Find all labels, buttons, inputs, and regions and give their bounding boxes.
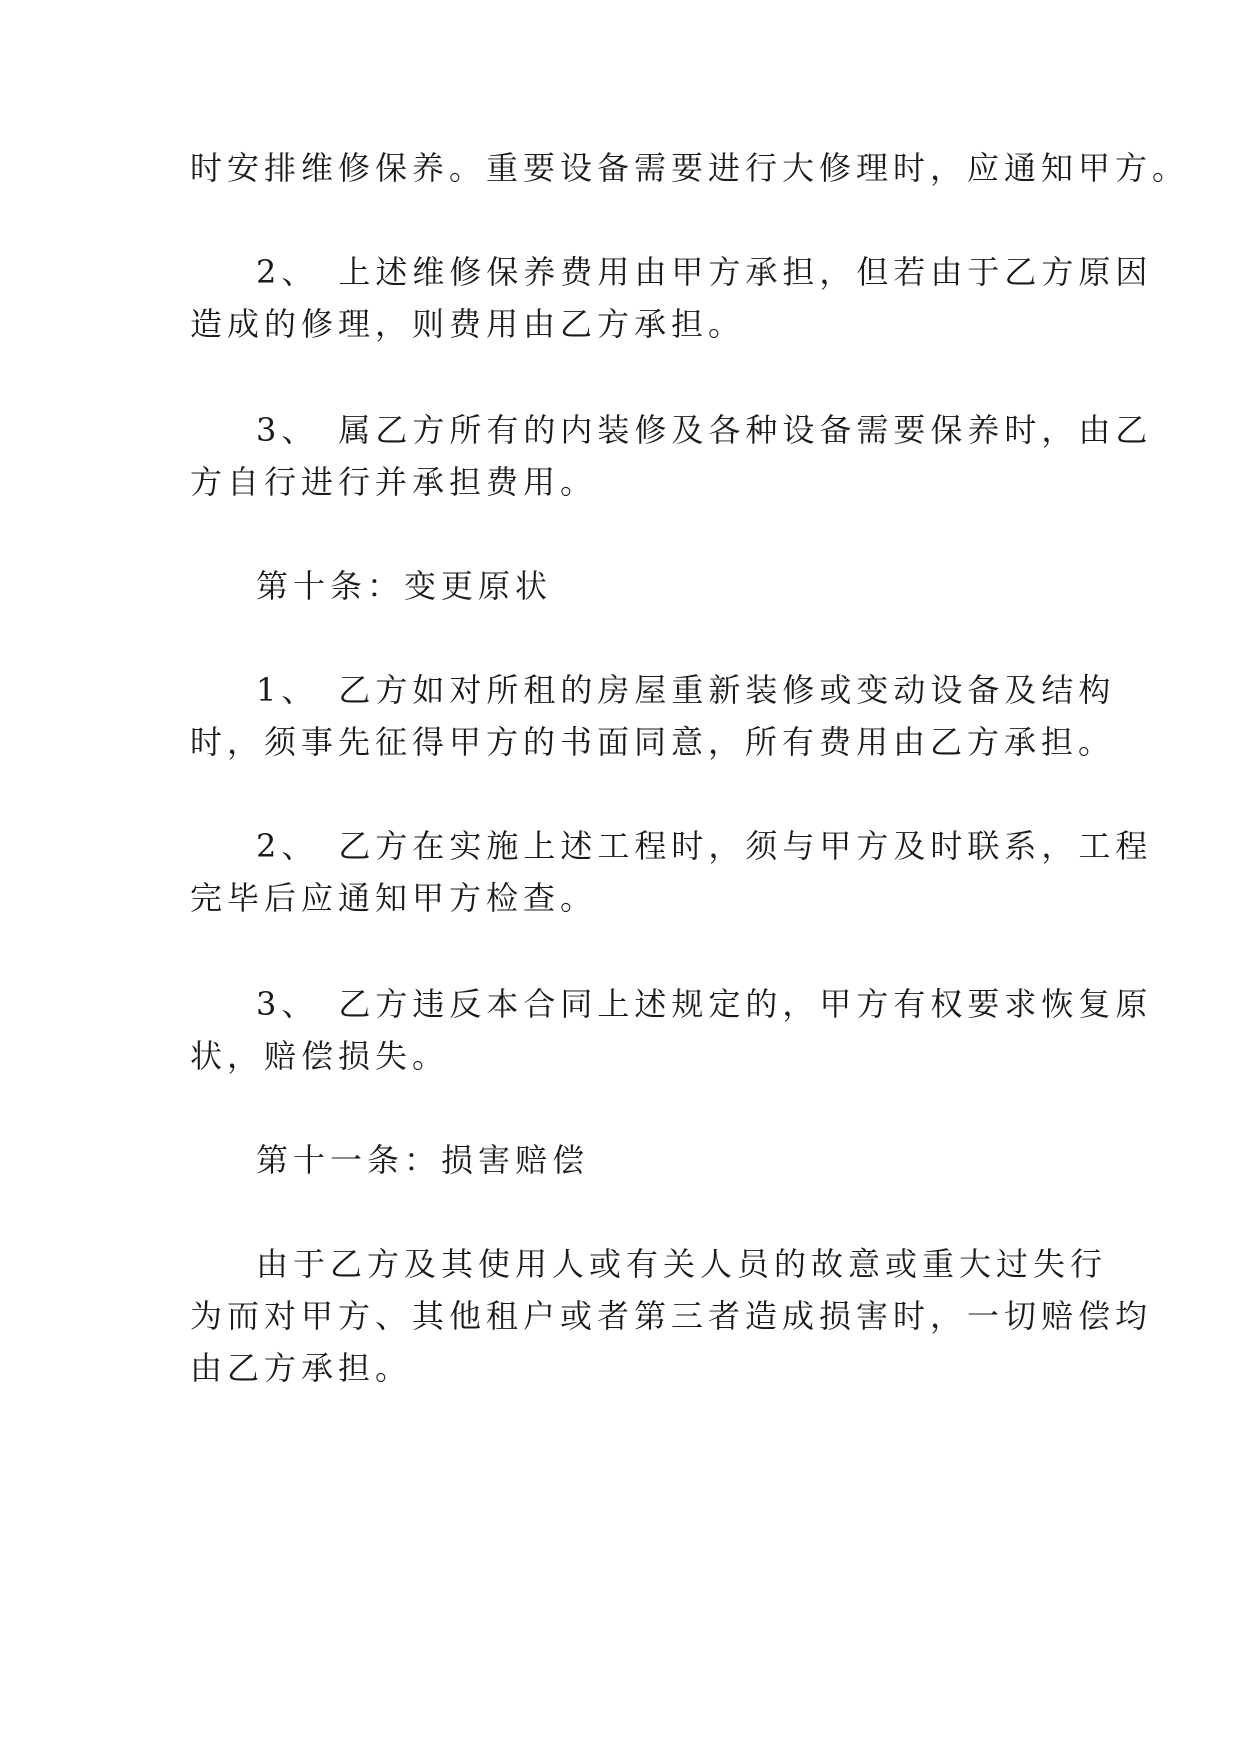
clause-9-2-cont <box>190 304 1070 344</box>
clause-10-3 <box>256 984 1153 1024</box>
clause-9-2 <box>256 252 1153 292</box>
clause-10-1-cont <box>190 722 1116 762</box>
text-line: 状，赔偿损失。 <box>190 1037 450 1075</box>
text-line: 时，须事先征得甲方的书面同意，所有费用由乙方承担。 <box>190 723 1116 761</box>
text-line: 由于乙方及其使用人或有关人员的故意或重大过失行 <box>256 1245 1108 1283</box>
paragraph-continuation <box>190 148 1190 188</box>
clause-number: 1、 <box>256 671 319 709</box>
article-11-para-line-3 <box>190 1348 1070 1388</box>
clause-10-3-cont <box>190 1036 1070 1076</box>
clause-10-2 <box>256 826 1153 866</box>
text-line: 乙方在实施上述工程时，须与甲方及时联系，工程 <box>338 827 1153 865</box>
article-11-para-line-1 <box>256 1244 1108 1284</box>
text-line: 属乙方所有的内装修及各种设备需要保养时，由乙 <box>338 411 1153 449</box>
clause-10-1 <box>256 670 1116 710</box>
clause-9-3-cont <box>190 462 1070 502</box>
text-line: 乙方如对所租的房屋重新装修或变动设备及结构 <box>338 671 1116 709</box>
section-heading: 第十条：变更原状 <box>256 567 553 605</box>
clause-number: 3、 <box>256 985 319 1023</box>
text-line: 时安排维修保养。重要设备需要进行大修理时，应通知甲方。 <box>190 149 1190 187</box>
clause-number: 3、 <box>256 411 319 449</box>
text-line: 方自行进行并承担费用。 <box>190 463 598 501</box>
article-11-heading <box>256 1140 1070 1180</box>
text-line: 由乙方承担。 <box>190 1349 413 1387</box>
text-line: 乙方违反本合同上述规定的，甲方有权要求恢复原 <box>338 985 1153 1023</box>
text-line: 上述维修保养费用由甲方承担，但若由于乙方原因 <box>338 253 1153 291</box>
text-line: 为而对甲方、其他租户或者第三者造成损害时，一切赔偿均 <box>190 1297 1153 1335</box>
article-10-heading <box>256 566 1070 606</box>
clause-number: 2、 <box>256 827 319 865</box>
article-11-para-line-2 <box>190 1296 1153 1336</box>
section-heading: 第十一条：损害赔偿 <box>256 1141 590 1179</box>
text-line: 造成的修理，则费用由乙方承担。 <box>190 305 746 343</box>
clause-number: 2、 <box>256 253 319 291</box>
text-line: 完毕后应通知甲方检查。 <box>190 879 598 917</box>
clause-9-3 <box>256 410 1153 450</box>
clause-10-2-cont <box>190 878 1070 918</box>
